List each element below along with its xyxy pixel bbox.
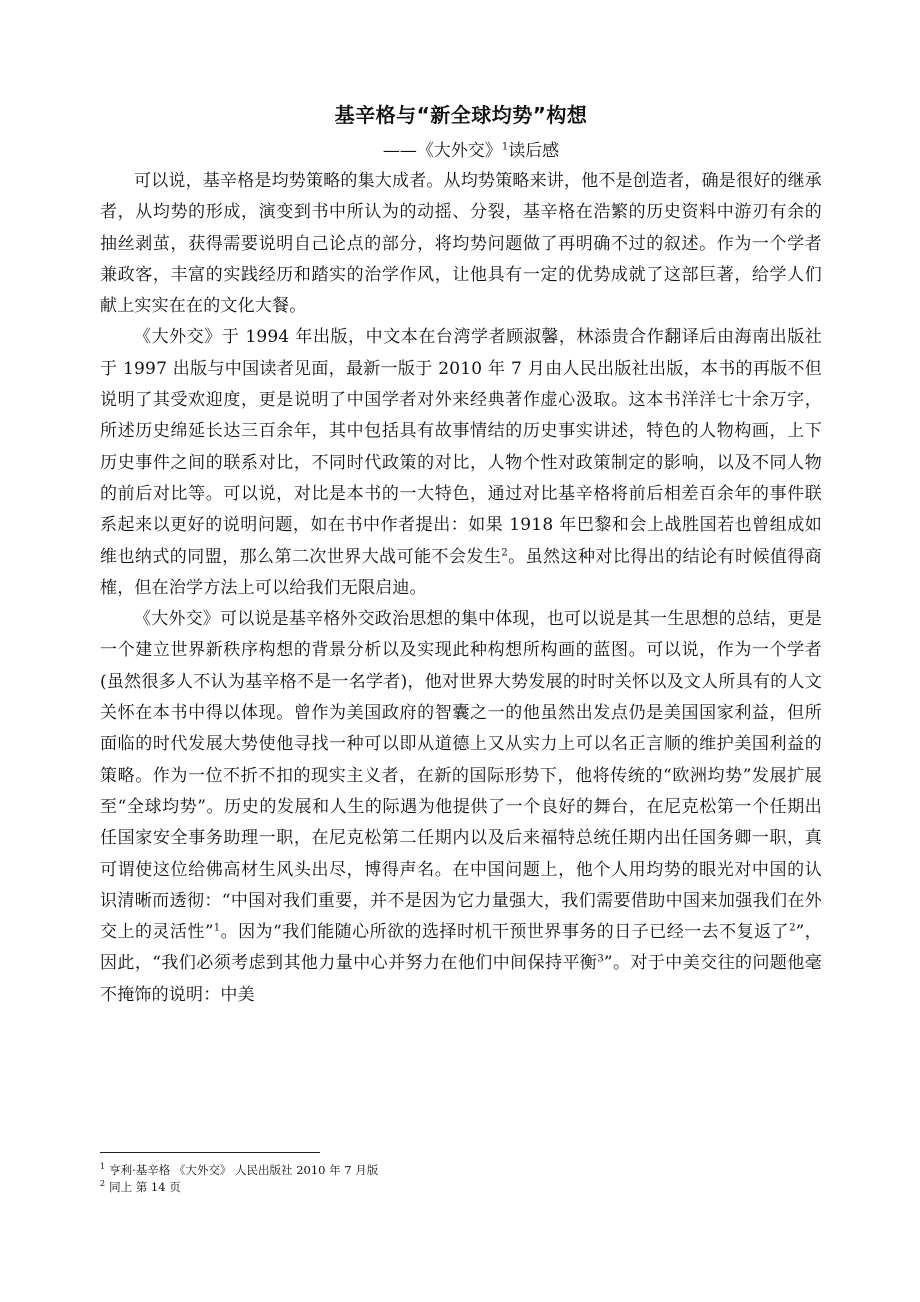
footnote-text: 同上 第 14 页 [109,1180,181,1194]
paragraph-text: 。因为“我们能随心所欲的选择时机干预世界事务的日子已经一去不复返了 [220,922,790,943]
footnote-ref: 3 [597,953,604,965]
footnote-divider [100,1152,320,1153]
paragraph [100,604,822,1011]
footnote-ref: 1 [213,922,221,934]
paragraph-text: 《大外交》可以说是基辛格外交政治思想的集中体现，也可以说是其一生思想的总结，更是一个建立世界新秩序构想的背景分析以及实现此种构想所构画的蓝图。可以说，作为一个学者(虽然很多人不认为基辛格不是一名学者)，他对世界大势发展的时时关怀以及文人所具有的人文关怀在本书中得以体现。曾作为美国政府的智囊之一的他虽然出发点仍是美国国家利益，但所面临的时代发展大势使他寻找一种可以即从道德上又从实力上可以名正言顺的维护美国利益的策略。作为一位不折不扣的现实主义者，在新的国际形势下，他将传统的“欧洲均势”发展扩展至“全球均势”。历史的发展和人生的际遇为他提供了一个良好的舞台，在尼克松第一个任期出任国家安全事务助理一职，在尼克松第二任期内以及后来福特总统任期内出任国务卿一职，真可谓使这位给佛高材生风头出尽，博得声名。在中国问题上，他个人用均势的眼光对中国的认识清晰而透彻：“中国对我们重要，并不是因为它力量强大，我们需要借助中国来加强我们在外交上的灵活性” [100,609,822,943]
footnote-ref: 2 [501,546,508,558]
paragraph-text: 《大外交》于 1994 年出版，中文本在台湾学者顾淑馨，林添贵合作翻译后由海南出版社于 1997 出版与中国读者见面，最新一版于 2010 年 7 月由人民出版社出版，本书的再版不但说明了其受欢迎度，更是说明了中国学者对外来经典著作虚心汲取。这本书洋洋七十余万字，所述历史绵延长达三百余年，其中包括具有故事情结的历史事实讲述，特色的人物构画，上下历史事件之间的联系对比，不同时代政策的对比，人物个性对政策制定的影响，以及不同人物的前后对比等。可以说，对比是本书的一大特色，通过对比基辛格将前后相差百余年的事件联系起来以更好的说明问题，如在书中作者提出：如果 1918 年巴黎和会上战胜国若也曾组成如维也纳式的同盟，那么第二次世界大战可能不会发生 [100,327,822,567]
document-subtitle [100,136,822,166]
paragraph-text: 可以说，基辛格是均势策略的集大成者。从均势策略来讲，他不是创造者，确是很好的继承者，从均势的形成，演变到书中所认为的动摇、分裂，基辛格在浩繁的历史资料中游刃有余的抽丝剥茧，获得需要说明自己论点的部分，将均势问题做了再明确不过的叙述。作为一个学者兼政客，丰富的实践经历和踏实的治学作风，让他具有一定的优势成就了这部巨著，给学人们献上实实在在的文化大餐。 [100,171,822,317]
paragraph-text: ”，因此，“我们必须考虑到其他力量中心并努力在他们中间保持平衡 [100,922,823,974]
footnotes [100,1162,822,1196]
subtitle-end: 读后感 [508,141,560,161]
paragraph-text: 。虽然这种对比得出的结论有时候值得商榷，但在治学方法上可以给我们无限启迪。 [100,546,822,598]
document-title: 基辛格与“新全球均势”构想 [334,103,588,127]
footnote [100,1179,822,1196]
paragraph [100,322,822,604]
body-text [100,166,822,1011]
footnote-ref: 2 [789,922,796,934]
footnote-text: 亨利·基辛格 《大外交》 人民出版社 2010 年 7 月版 [109,1163,379,1177]
paragraph [100,166,822,322]
document-page [100,100,822,1011]
footnote-number: 1 [100,1162,106,1172]
footnote-number: 2 [100,1179,106,1189]
footnote-ref: 1 [501,141,509,153]
footnote [100,1162,822,1179]
paragraph-text: ”。对于中美交往的问题他毫不掩饰的说明：中美 [100,953,822,1005]
subtitle-text: ——《大外交》 [382,141,502,161]
